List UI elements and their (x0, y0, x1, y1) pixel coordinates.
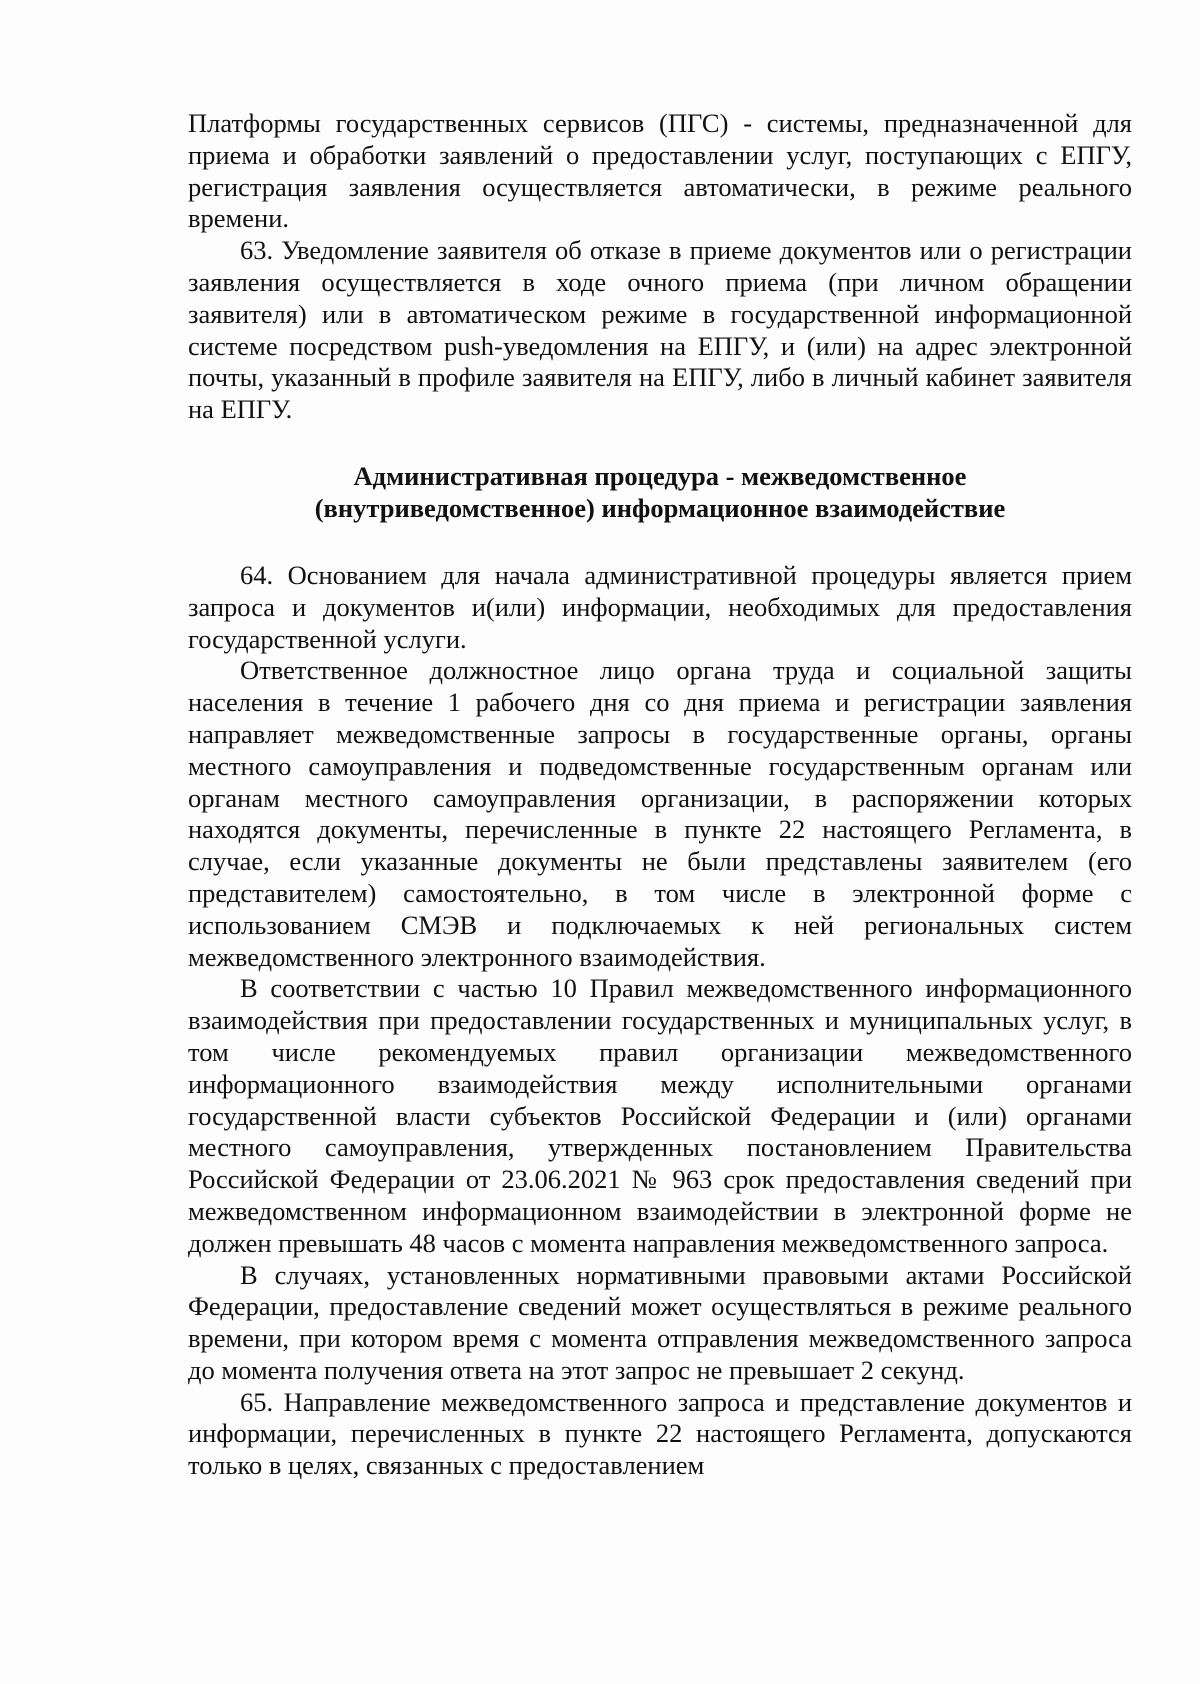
section-heading-line-1: Административная процедура - межведомственное (353, 460, 967, 491)
paragraph-continuation: Платформы государственных сервисов (ПГС) - системы, предназначенной для приема и обработки заявлений о предоставлении услуг, поступающих с ЕПГУ, регистрация заявления осуществляется автоматически, в режиме реального времени. (188, 108, 1132, 234)
paragraph-rules-part-10: В соответствии с частью 10 Правил межведомственного информационного взаимодействия при предоставлении государственных и муниципальных услуг, в том числе рекомендуемых правил организации межведомственного информационного взаимодействия между исполнительными органами государственной власти субъектов Российской Федерации и (или) органами местного самоуправления, утвержденных постановлением Правительства Российской Федерации от 23.06.2021 № 963 срок предоставления сведений при межведомственном информационном взаимодействии в электронной форме не должен превышать 48 часов с момента направления межведомственного запроса. (188, 973, 1132, 1258)
paragraph-responsible-official: Ответственное должностное лицо органа труда и социальной защиты населения в течение 1 рабочего дня со дня приема и регистрации заявления направляет межведомственные запросы в государственные органы, органы местного самоуправления и подведомственные государственным органам или органам местного самоуправления организации, в распоряжении которых находятся документы, перечисленные в пункте 22 настоящего Регламента, в случае, если указанные документы не были представлены заявителем (его представителем) самостоятельно, в том числе в электронной форме с использованием СМЭВ и подключаемых к ней региональных систем межведомственного электронного взаимодействия. (188, 655, 1132, 972)
section-heading-line-2: (внутриведомственное) информационное взаимодействие (314, 492, 1006, 523)
paragraph-63: 63. Уведомление заявителя об отказе в приеме документов или о регистрации заявления осуществляется в ходе очного приема (при личном обращении заявителя) или в автоматическом режиме в государственной информационной системе посредством push-уведомления на ЕПГУ, и (или) на адрес электронной почты, указанный в профиле заявителя на ЕПГУ, либо в личный кабинет заявителя на ЕПГУ. (188, 235, 1132, 425)
document-body (188, 108, 1132, 1482)
paragraph-65: 65. Направление межведомственного запроса и представление документов и информации, перечисленных в пункте 22 настоящего Регламента, допускаются только в целях, связанных с предоставлением (188, 1386, 1132, 1481)
paragraph-real-time: В случаях, установленных нормативными правовыми актами Российской Федерации, предоставление сведений может осуществляться в режиме реального времени, при котором время с момента отправления межведомственного запроса до момента получения ответа на этот запрос не превышает 2 секунд. (188, 1259, 1132, 1385)
paragraph-64: 64. Основанием для начала административной процедуры является прием запроса и документов и(или) информации, необходимых для предоставления государственной услуги. (188, 559, 1132, 654)
section-heading (188, 460, 1132, 524)
